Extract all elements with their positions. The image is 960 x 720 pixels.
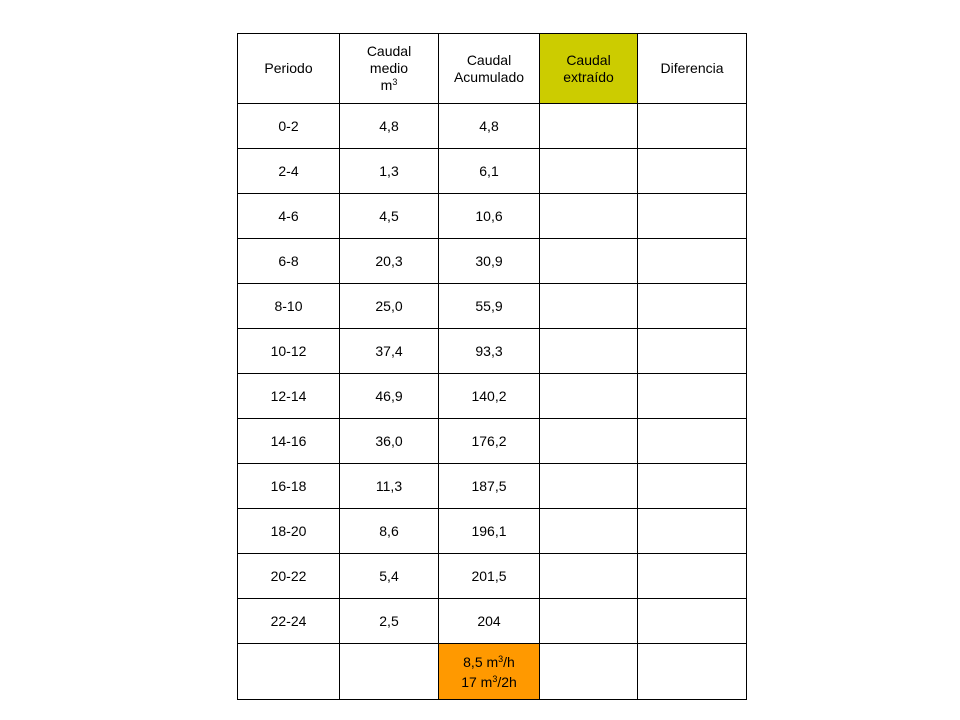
cell-diferencia xyxy=(638,419,747,464)
cell-diferencia xyxy=(638,239,747,284)
cell-caudal-extraido xyxy=(540,284,638,329)
cell-caudal-medio: 1,3 xyxy=(340,149,439,194)
cell-caudal-extraido xyxy=(540,239,638,284)
cell-caudal-medio: 25,0 xyxy=(340,284,439,329)
header-acumulado-line2: Acumulado xyxy=(453,68,525,85)
cell-diferencia xyxy=(638,509,747,554)
cell-diferencia xyxy=(638,194,747,239)
cell-caudal-medio: 5,4 xyxy=(340,554,439,599)
cell-periodo: 16-18 xyxy=(238,464,340,509)
result-empty-3 xyxy=(540,644,638,700)
cell-diferencia xyxy=(638,329,747,374)
cell-diferencia xyxy=(638,149,747,194)
cell-diferencia xyxy=(638,284,747,329)
table-row xyxy=(238,419,747,464)
header-row xyxy=(238,34,747,104)
cell-periodo: 20-22 xyxy=(238,554,340,599)
cell-caudal-medio: 4,5 xyxy=(340,194,439,239)
cell-periodo: 10-12 xyxy=(238,329,340,374)
table-row xyxy=(238,284,747,329)
header-extraido-line1: Caudal xyxy=(566,51,611,68)
cell-periodo: 12-14 xyxy=(238,374,340,419)
cell-diferencia xyxy=(638,464,747,509)
result-empty-4 xyxy=(638,644,747,700)
table-row xyxy=(238,464,747,509)
cell-periodo: 22-24 xyxy=(238,599,340,644)
cell-caudal-extraido xyxy=(540,599,638,644)
cell-caudal-acumulado: 6,1 xyxy=(439,149,540,194)
cell-caudal-extraido xyxy=(540,104,638,149)
cell-caudal-acumulado: 176,2 xyxy=(439,419,540,464)
header-medio-line2: medio xyxy=(369,60,409,76)
table-row xyxy=(238,104,747,149)
cell-caudal-medio: 36,0 xyxy=(340,419,439,464)
cell-caudal-extraido xyxy=(540,509,638,554)
table-row xyxy=(238,509,747,554)
cell-caudal-extraido xyxy=(540,149,638,194)
header-caudal-medio xyxy=(340,34,439,104)
header-periodo xyxy=(238,34,340,104)
result-row xyxy=(238,644,747,700)
table-row xyxy=(238,194,747,239)
cell-caudal-medio: 11,3 xyxy=(340,464,439,509)
cell-periodo: 6-8 xyxy=(238,239,340,284)
cell-caudal-acumulado: 201,5 xyxy=(439,554,540,599)
cell-caudal-acumulado: 187,5 xyxy=(439,464,540,509)
cell-periodo: 2-4 xyxy=(238,149,340,194)
header-caudal-extraido xyxy=(540,34,638,104)
cell-diferencia xyxy=(638,599,747,644)
cell-caudal-extraido xyxy=(540,464,638,509)
cell-caudal-medio: 46,9 xyxy=(340,374,439,419)
cell-periodo: 4-6 xyxy=(238,194,340,239)
result-line-1: 8,5 $m^3/h$ xyxy=(463,653,515,670)
cell-caudal-acumulado: 10,6 xyxy=(439,194,540,239)
table-row xyxy=(238,149,747,194)
cell-caudal-acumulado: 55,9 xyxy=(439,284,540,329)
cell-periodo: 18-20 xyxy=(238,509,340,554)
cell-caudal-acumulado: 4,8 xyxy=(439,104,540,149)
cell-caudal-acumulado: 196,1 xyxy=(439,509,540,554)
cell-caudal-medio: 2,5 xyxy=(340,599,439,644)
table-row xyxy=(238,374,747,419)
cell-caudal-acumulado: 30,9 xyxy=(439,239,540,284)
table-row xyxy=(238,329,747,374)
cell-caudal-medio: 8,6 xyxy=(340,509,439,554)
header-diferencia-label: Diferencia xyxy=(660,60,724,76)
header-medio-line1: Caudal xyxy=(366,43,412,59)
cell-caudal-medio: 4,8 xyxy=(340,104,439,149)
cell-caudal-extraido xyxy=(540,194,638,239)
cell-caudal-extraido xyxy=(540,329,638,374)
result-line-2: 17 $m^3/2h$ xyxy=(461,673,517,690)
header-medio-unit: $m^3$ xyxy=(380,77,398,93)
cell-caudal-medio: 37,4 xyxy=(340,329,439,374)
table-row xyxy=(238,554,747,599)
header-periodo-label: Periodo xyxy=(264,60,313,76)
result-cell xyxy=(439,644,540,700)
flow-table xyxy=(237,33,747,700)
cell-periodo: 8-10 xyxy=(238,284,340,329)
header-diferencia xyxy=(638,34,747,104)
cell-caudal-extraido xyxy=(540,554,638,599)
table-row xyxy=(238,239,747,284)
cell-caudal-acumulado: 204 xyxy=(439,599,540,644)
header-acumulado-line1: Caudal xyxy=(466,51,512,68)
cell-caudal-medio: 20,3 xyxy=(340,239,439,284)
cell-caudal-extraido xyxy=(540,419,638,464)
cell-diferencia xyxy=(638,104,747,149)
cell-diferencia xyxy=(638,374,747,419)
result-empty-1 xyxy=(238,644,340,700)
result-empty-2 xyxy=(340,644,439,700)
cell-diferencia xyxy=(638,554,747,599)
cell-periodo: 14-16 xyxy=(238,419,340,464)
cell-caudal-extraido xyxy=(540,374,638,419)
cell-caudal-acumulado: 140,2 xyxy=(439,374,540,419)
header-caudal-acumulado xyxy=(439,34,540,104)
cell-caudal-acumulado: 93,3 xyxy=(439,329,540,374)
table-row xyxy=(238,599,747,644)
cell-periodo: 0-2 xyxy=(238,104,340,149)
header-extraido-line2: extraído xyxy=(563,68,614,85)
